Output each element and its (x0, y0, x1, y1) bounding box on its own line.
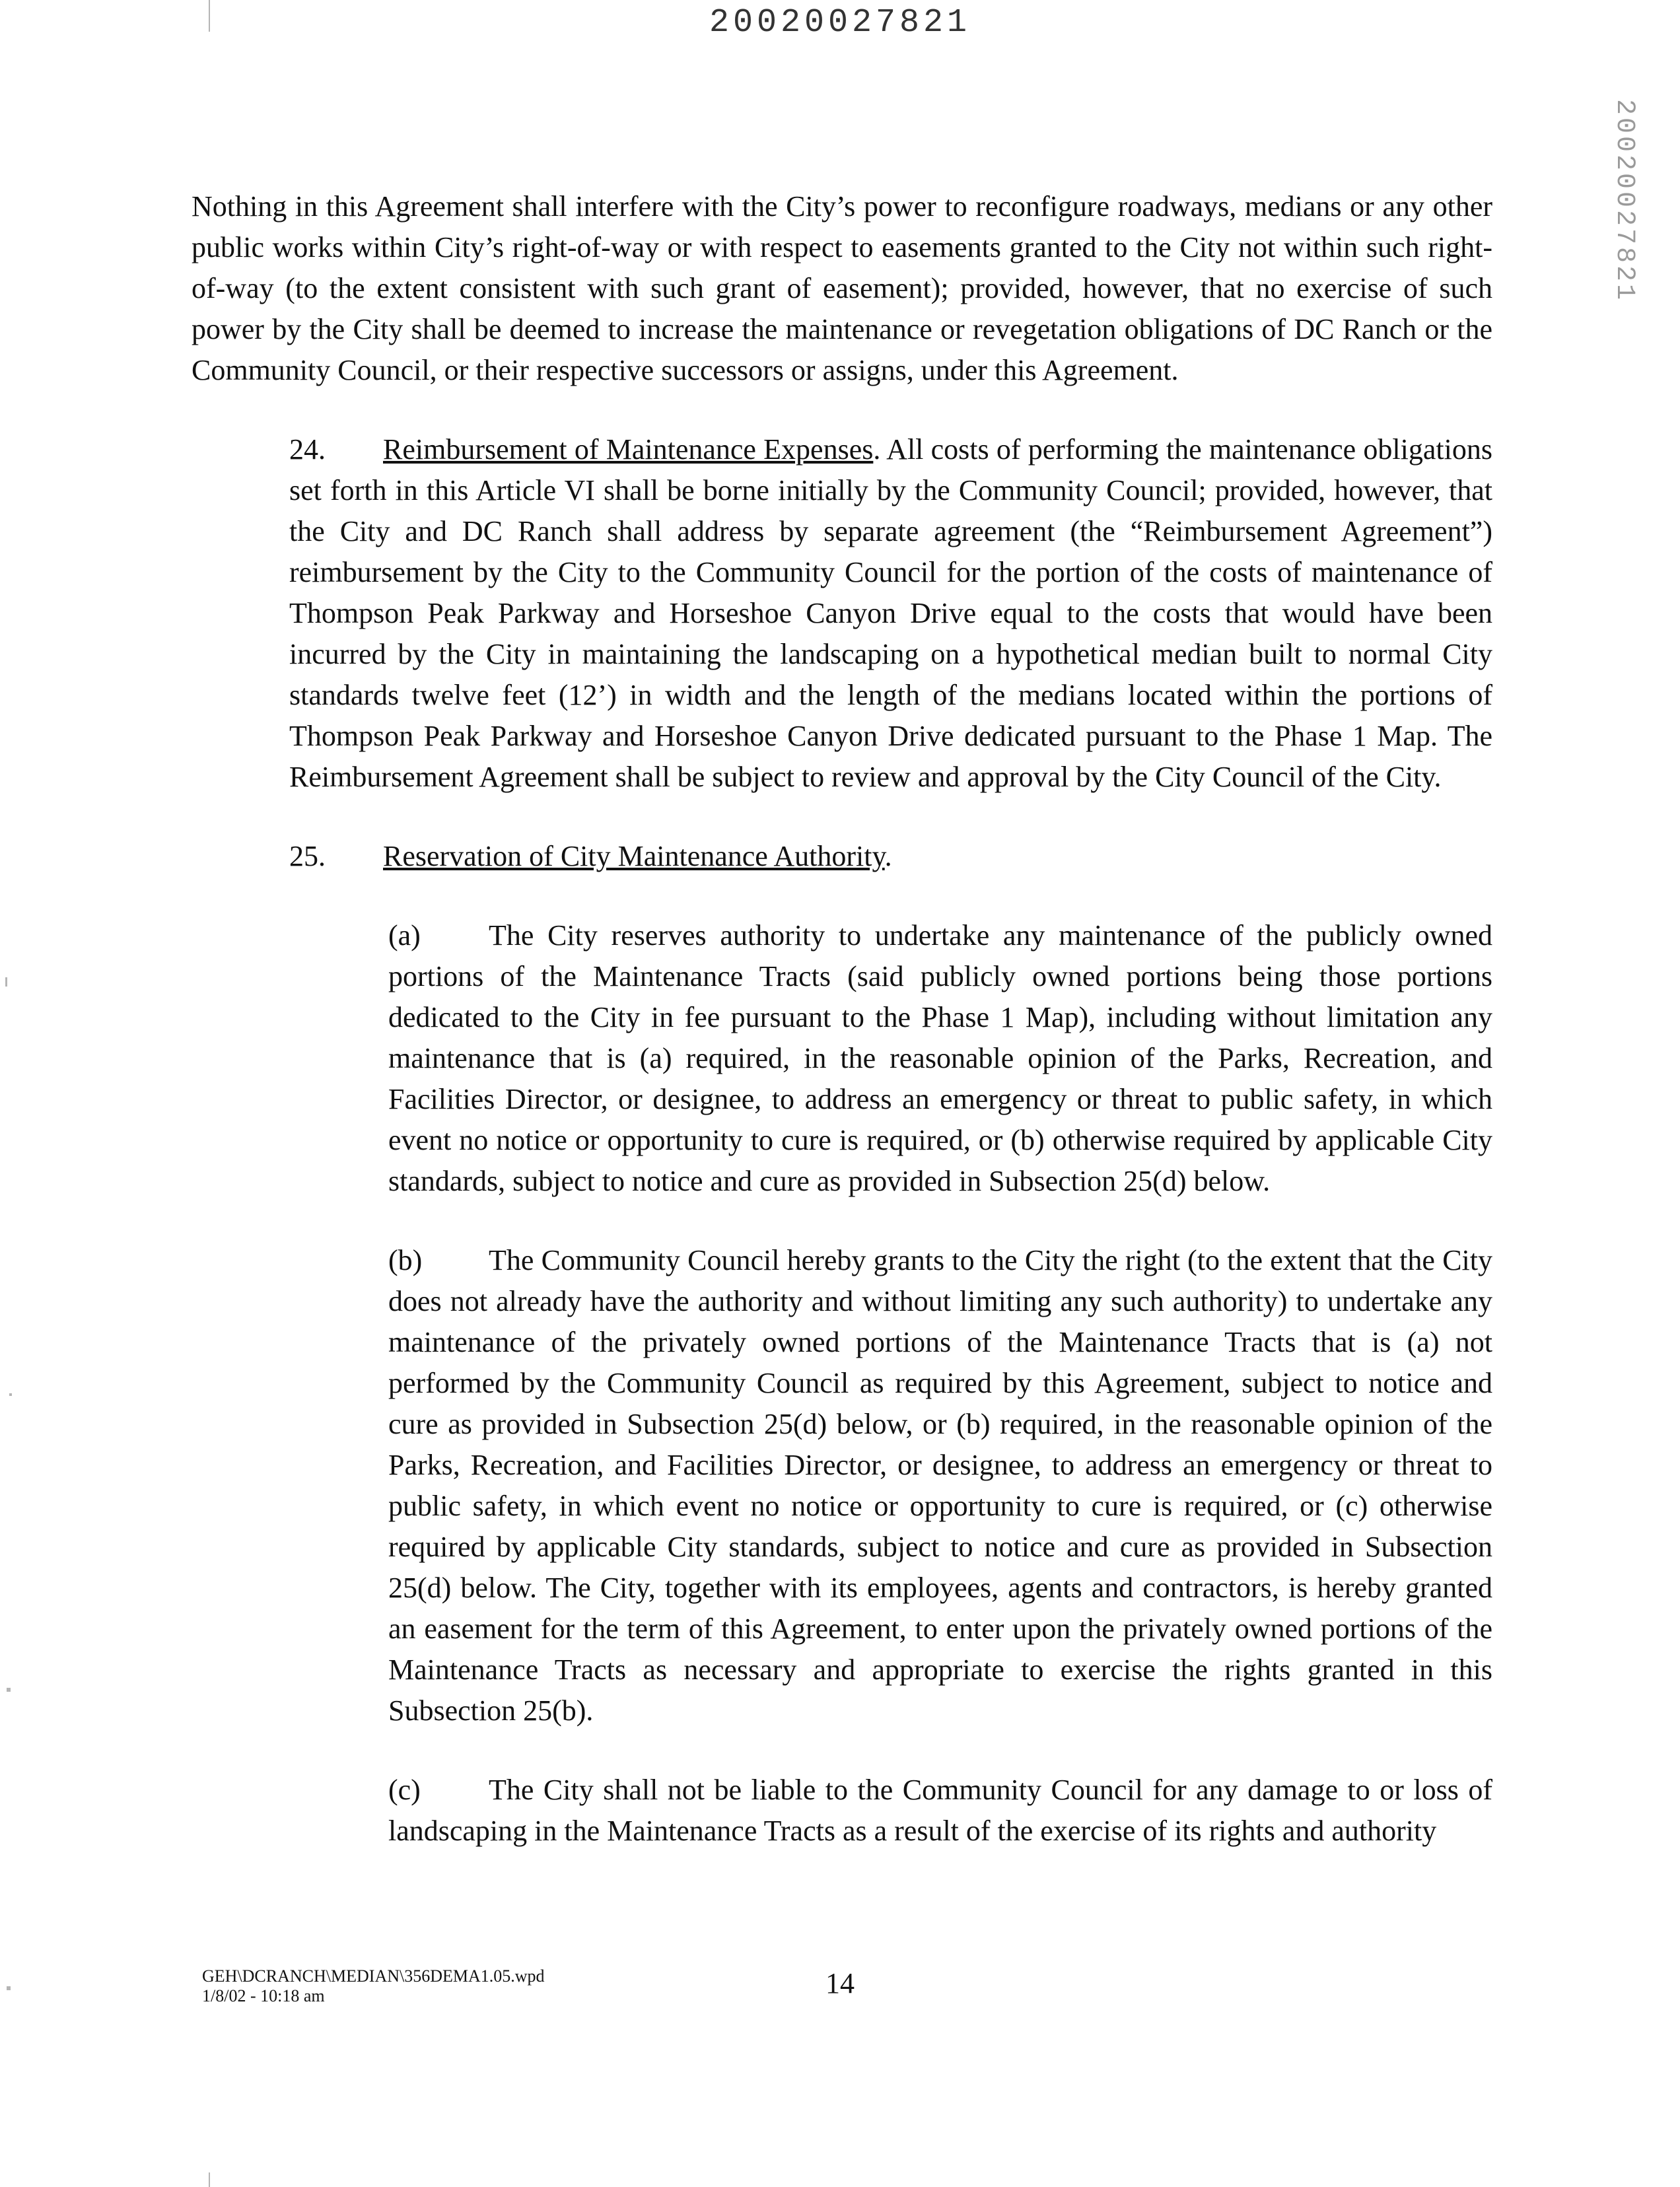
scan-artifact (209, 0, 210, 32)
section-25-heading-end: . (884, 840, 892, 872)
document-number: 20020027821 (709, 4, 971, 42)
section-24 (192, 429, 1492, 798)
section-25 (192, 836, 1492, 877)
scan-artifact (7, 1688, 11, 1692)
subsection-25c-text: The City shall not be liable to the Community Council for any damage to or loss of landscaping in the Maintenance Tracts as a result of the exercise of its rights and authority (388, 1774, 1492, 1847)
section-25-heading: Reservation of City Maintenance Authority (383, 840, 885, 872)
footer-timestamp: 1/8/02 - 10:18 am (202, 1986, 325, 2005)
section-24-number: 24. (289, 433, 326, 466)
scan-artifact (5, 977, 7, 987)
page-number: 14 (825, 1967, 855, 1999)
section-24-text: . All costs of performing the maintenance obligations set forth in this Article VI shall be borne initially by the Community Council; provided, however, that the City and DC Ranch shall address by separate agreement (the “Reimbursement Agreement”) reimbursement by the City to the Community Council for the portion of the costs of maintenance of Thompson Peak Parkway and Horseshoe Canyon Drive equal to the costs that would have been incurred by the City in maintaining the landscaping on a hypothetical median built to normal City standards twelve feet (12’) in width and the length of the medians located within the portions of Thompson Peak Parkway and Horseshoe Canyon Drive dedicated pursuant to the Phase 1 Map. The Reimbursement Agreement shall be subject to review and approval by the City Council of the City. (289, 433, 1492, 793)
side-recording-stamp: 20020027821 (1609, 99, 1639, 303)
footer-file-path: GEH\DCRANCH\MEDIAN\356DEMA1.05.wpd (202, 1966, 545, 1986)
subsection-25a-text: The City reserves authority to undertake any maintenance of the publicly owned portions of the Maintenance Tracts (said publicly owned portions being those portions dedicated to the City in fee pursuant to the Phase 1 Map), including without limitation any maintenance that is (a) required, in the reasonable opinion of the Parks, Recreation, and Facilities Director, or designee, to address an emergency or threat to public safety, in which event no notice or opportunity to cure is required, or (b) otherwise required by applicable City standards, subject to notice and cure as provided in Subsection 25(d) below. (388, 919, 1492, 1197)
intro-paragraph: Nothing in this Agreement shall interfere with the City’s power to reconfigure roadways, medians or any other public works within City’s right-of-way or with respect to easements granted to the City not within such right-of-way (to the extent consistent with such grant of easement); provided, however, that no exercise of such power by the City shall be deemed to increase the maintenance or revegetation obligations of DC Ranch or the Community Council, or their respective successors or assigns, under this Agreement. (192, 190, 1492, 386)
section-24-heading: Reimbursement of Maintenance Expenses (383, 433, 874, 466)
subsection-25a (192, 915, 1492, 1202)
subsection-25b-text: The Community Council hereby grants to the City the right (to the extent that the City does not already have the authority and without limiting any such authority) to undertake any maintenance of the privately owned portions of the Maintenance Tracts that is (a) not performed by the Community Council as required by this Agreement, subject to notice and cure as provided in Subsection 25(d) below, or (b) required, in the reasonable opinion of the Parks, Recreation, and Facilities Director, or designee, to address an emergency or threat to public safety, in which event no notice or opportunity to cure is required, or (c) otherwise required by applicable City standards, subject to notice and cure as provided in Subsection 25(d) below. The City, together with its employees, agents and contractors, is hereby granted an easement for the term of this Agreement, to enter upon the privately owned portions of the Maintenance Tracts as necessary and appropriate to exercise the rights granted in this Subsection 25(b). (388, 1244, 1492, 1727)
subsection-25b-label: (b) (388, 1244, 423, 1276)
subsection-25c-label: (c) (388, 1774, 421, 1806)
subsection-25c (192, 1770, 1492, 1852)
document-body (192, 186, 1492, 1890)
subsection-25b (192, 1240, 1492, 1731)
section-25-number: 25. (289, 840, 326, 872)
scan-artifact (9, 1393, 12, 1396)
subsection-25a-label: (a) (388, 919, 421, 952)
scan-artifact (209, 2172, 210, 2187)
